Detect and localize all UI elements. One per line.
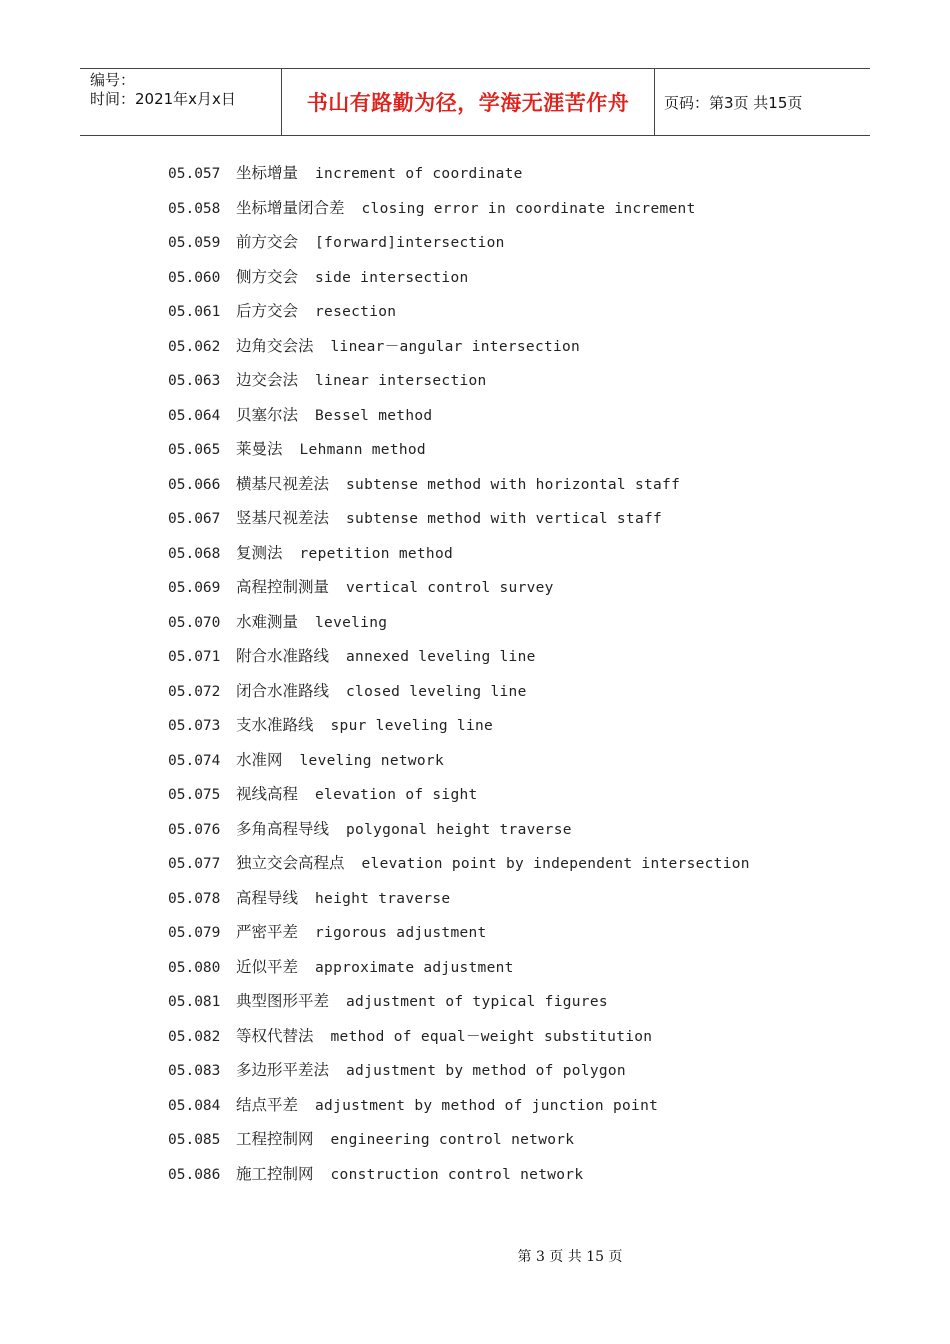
entry-term-english: annexed leveling line (346, 649, 536, 665)
glossary-entry (168, 639, 848, 674)
entry-term-chinese: 后方交会 (236, 302, 299, 320)
page-header (80, 68, 870, 136)
glossary-entry (168, 1053, 848, 1088)
entry-code: 05.064 (168, 407, 221, 424)
entry-term-chinese: 复测法 (236, 543, 283, 562)
entry-term-english: rigorous adjustment (315, 925, 487, 941)
entry-term-chinese: 多边形平差法 (236, 1061, 330, 1079)
glossary-entry (168, 363, 848, 398)
entry-term-english: closed leveling line (346, 683, 527, 700)
entry-code: 05.077 (168, 856, 221, 872)
entry-term-english: approximate adjustment (315, 959, 514, 976)
entry-code: 05.071 (168, 649, 221, 665)
glossary-entry (168, 950, 848, 985)
entry-code: 05.083 (168, 1063, 221, 1079)
entry-term-english: closing error in coordinate increment (361, 200, 696, 217)
entry-code: 05.082 (168, 1028, 221, 1045)
entry-term-english: method of equal－weight substitution (330, 1028, 653, 1045)
entry-term-chinese: 近似平差 (236, 957, 299, 976)
entry-term-english: vertical control survey (346, 580, 554, 596)
entry-term-english: adjustment by method of polygon (346, 1063, 626, 1079)
date-label: 时间：2021年x月x日 (90, 90, 236, 108)
entry-code: 05.070 (168, 614, 221, 631)
entry-code: 05.061 (168, 304, 221, 320)
header-page-info: 页码：第3页 共15页 (664, 93, 803, 112)
entry-term-english: increment of coordinate (315, 166, 523, 182)
entry-code: 05.057 (168, 166, 221, 182)
entry-term-english: linear intersection (315, 373, 487, 389)
entry-term-english: subtense method with horizontal staff (346, 476, 681, 493)
entry-code: 05.081 (168, 994, 221, 1010)
glossary-entry (168, 984, 848, 1019)
glossary-entry (168, 329, 848, 364)
entry-term-english: subtense method with vertical staff (346, 511, 663, 527)
glossary-entry (168, 881, 848, 916)
entry-term-chinese: 施工控制网 (236, 1164, 314, 1183)
entry-code: 05.078 (168, 890, 221, 907)
entry-term-chinese: 独立交会高程点 (236, 854, 345, 872)
entry-term-chinese: 边角交会法 (236, 336, 314, 355)
entry-term-english: construction control network (330, 1166, 584, 1183)
entry-term-chinese: 视线高程 (236, 785, 299, 803)
entry-term-chinese: 附合水准路线 (236, 647, 330, 665)
entry-term-chinese: 竖基尺视差法 (236, 509, 330, 527)
glossary-entry (168, 156, 848, 191)
entry-term-english: elevation point by independent intersection (361, 856, 750, 872)
entry-term-chinese: 高程控制测量 (236, 578, 330, 596)
glossary-entry (168, 294, 848, 329)
entry-code: 05.084 (168, 1097, 221, 1114)
entry-term-english: height traverse (315, 890, 451, 907)
glossary-entry (168, 846, 848, 881)
glossary-entry (168, 570, 848, 605)
glossary-entry (168, 467, 848, 502)
glossary-entry (168, 432, 848, 467)
page-footer: 第 3 页 共 15 页 (517, 1249, 623, 1265)
glossary-entry (168, 260, 848, 295)
glossary-entry (168, 1157, 848, 1192)
glossary-entry (168, 398, 848, 433)
entry-term-chinese: 等权代替法 (236, 1026, 314, 1045)
entry-code: 05.072 (168, 683, 221, 700)
entry-code: 05.067 (168, 511, 221, 527)
entry-term-chinese: 水准网 (236, 750, 283, 769)
glossary-entry (168, 777, 848, 812)
glossary-entry (168, 225, 848, 260)
header-motto: 书山有路勤为径，学海无涯苦作舟 (282, 69, 655, 135)
entry-term-chinese: 侧方交会 (236, 267, 299, 286)
entry-term-english: Bessel method (315, 407, 433, 424)
entry-code: 05.060 (168, 269, 221, 286)
entry-code: 05.086 (168, 1166, 221, 1183)
entry-code: 05.075 (168, 787, 221, 803)
entry-code: 05.063 (168, 373, 221, 389)
entry-term-chinese: 闭合水准路线 (236, 681, 330, 700)
entry-term-english: polygonal height traverse (346, 821, 572, 838)
entry-code: 05.073 (168, 718, 221, 734)
entry-term-chinese: 莱曼法 (236, 440, 283, 458)
glossary-entry (168, 605, 848, 640)
header-meta (80, 69, 282, 135)
glossary-entry (168, 915, 848, 950)
glossary-entry (168, 708, 848, 743)
entry-code: 05.065 (168, 442, 221, 458)
entry-code: 05.059 (168, 235, 221, 251)
glossary-entry (168, 1122, 848, 1157)
entry-term-english: side intersection (315, 269, 469, 286)
entry-term-chinese: 多角高程导线 (236, 819, 330, 838)
glossary-list (168, 156, 848, 1191)
entry-term-english: leveling (315, 614, 388, 631)
entry-term-chinese: 典型图形平差 (236, 992, 330, 1010)
entry-code: 05.076 (168, 821, 221, 838)
entry-code: 05.058 (168, 200, 221, 217)
entry-code: 05.069 (168, 580, 221, 596)
entry-term-chinese: 水难测量 (236, 612, 299, 631)
entry-term-english: leveling network (299, 752, 444, 769)
entry-term-english: adjustment of typical figures (346, 994, 608, 1010)
entry-code: 05.068 (168, 545, 221, 562)
entry-term-english: [forward]intersection (315, 235, 505, 251)
entry-term-english: resection (315, 304, 397, 320)
entry-term-english: adjustment by method of junction point (315, 1097, 659, 1114)
entry-term-english: linear－angular intersection (330, 338, 581, 355)
entry-term-chinese: 贝塞尔法 (236, 405, 299, 424)
entry-term-chinese: 高程导线 (236, 888, 299, 907)
glossary-entry (168, 1019, 848, 1054)
glossary-entry (168, 536, 848, 571)
entry-code: 05.085 (168, 1132, 221, 1148)
glossary-entry (168, 191, 848, 226)
entry-term-chinese: 坐标增量 (236, 164, 299, 182)
entry-code: 05.062 (168, 338, 221, 355)
entry-term-chinese: 结点平差 (236, 1095, 299, 1114)
entry-term-chinese: 坐标增量闭合差 (236, 198, 345, 217)
glossary-entry (168, 812, 848, 847)
entry-term-english: engineering control network (330, 1132, 575, 1148)
number-label: 编号： (90, 71, 136, 89)
entry-term-english: repetition method (299, 545, 454, 562)
glossary-entry (168, 674, 848, 709)
entry-term-english: Lehmann method (299, 442, 426, 458)
entry-term-english: elevation of sight (315, 787, 478, 803)
entry-code: 05.080 (168, 959, 221, 976)
entry-term-chinese: 横基尺视差法 (236, 474, 330, 493)
entry-code: 05.066 (168, 476, 221, 493)
entry-term-chinese: 前方交会 (236, 233, 299, 251)
entry-term-chinese: 严密平差 (236, 923, 299, 941)
entry-term-chinese: 工程控制网 (236, 1130, 314, 1148)
entry-term-chinese: 支水准路线 (236, 716, 314, 734)
glossary-entry (168, 743, 848, 778)
entry-term-chinese: 边交会法 (236, 371, 299, 389)
glossary-entry (168, 501, 848, 536)
entry-code: 05.079 (168, 925, 221, 941)
entry-term-english: spur leveling line (330, 718, 494, 734)
entry-code: 05.074 (168, 752, 221, 769)
glossary-entry (168, 1088, 848, 1123)
